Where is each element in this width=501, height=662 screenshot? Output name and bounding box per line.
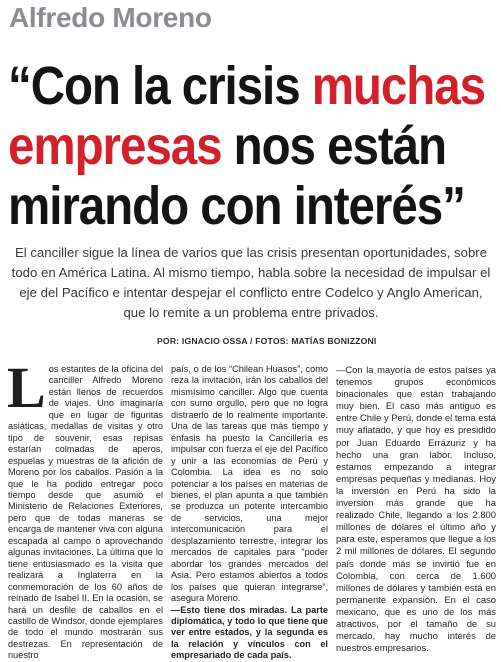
headline-line-2 — [8, 116, 446, 176]
headline-highlight: muchas — [311, 56, 485, 116]
kicker-name: Alfredo Moreno — [9, 2, 212, 33]
body-column-3 — [336, 364, 496, 654]
drop-cap: L — [7, 355, 46, 420]
headline — [8, 56, 485, 236]
body-paragraph: país, o de los “Chilean Huasos”, como reza la invitación, irán los caballos del mismísimo canciller. Algo que cuenta con sumo orgullo, pero que no logra distraerlo de lo realmente importante. Una de las tareas que más tiempo y énfasis ha puesto la Cancillería es impulsar con fuerza el eje del Pacífico y unir a las economías de Perú y Colombia. La idea es no solo potenciar a los países en materias de bienes, el plan apunta a que también se produzca un potente intercambio de servicios, una mejor intercomunicación para el desplazamiento terrestre, integrar los mercados de capitales para “poder abordar los grandes mercados del Asia. Pero estamos abiertos a todos los países que quieran integrarse”, asegura Moreno. — [171, 364, 328, 604]
headline-segment: “Con la crisis — [8, 56, 312, 116]
headline-segment: nos están — [221, 116, 446, 176]
lede-paragraph: El canciller sigue la línea de varios que las crisis presentan oportunidades, sobre todo en América Latina. Al mismo tiempo, habla sobre la necesidad de impulsar el eje del Pacífico e intentar despejar el conflicto entre Codelco y Anglo American, que lo remite a un problema entre privados. — [11, 245, 491, 320]
body-paragraph — [7, 355, 163, 662]
body-column-1 — [7, 355, 163, 662]
headline-line-3: mirando con interés” — [8, 176, 465, 236]
article-body — [7, 355, 497, 661]
interview-question: —Esto tiene dos miradas. La parte diplomática, y todo lo que tiene que ver entre estados, y la segunda es la relación y vínculos con el empresariado de cada país. — [171, 604, 328, 661]
headline-highlight: empresas — [8, 116, 222, 176]
headline-line-1 — [8, 56, 485, 116]
body-text: os estantes de la oficina del canciller Alfredo Moreno están llenos de recuerdos de viajes. Uno imaginaría que en lugar de figuritas asiáticas, medallas de visitas y otro tipo de souvenir, esas repisas estarían colmadas de aperos, espuelas y muestras de la afición de Moreno por los caballos. Pasión a la que le ha podido entregar poco tiempo desde que asumió el Ministerio de Relaciones Exteriores, pero que de todas maneras se encarga de mantener viva con alguna escapada al campo o aprovechando algunas invitaciones. La última que lo tiene entusiasmado es la visita que realizará a Inglaterra en la conmemoración de los 60 años de reinado de Isabel II. En la ocasión, se hará un desfile de caballos en el castillo de Windsor, donde ejemplares de todo el mundo mostrarán sus destrezas. En representación de nuestro — [8, 364, 163, 661]
body-paragraph: —Con la mayoría de estos países ya tenemos grupos económicos binacionales que están trabajando muy bien. El caso más antiguo es entre Chile y Perú, donde el tema está muy afiatado, y que hoy es presidido por Juan Eduardo Errázuriz y ha hecho una gran labor. Incluso, estamos empezando a integrar empresas pequeñas y medianas. Hoy la inversión en Perú ha sido la inversión más grande que ha realizado Chile, llegando a los 2.800 millones de dólares el último año y para este, esperamos que llegue a los 2 mil millones de dólares. El segundo país donde más se invirtió fue en Colombia, con cerca de 1.600 millones de dólares y también está en permanente expansión. En el caso mexicano, que es uno de los más atractivos, por el tamaño de su mercado, hay mucho interés de nuestros empresarios. — [336, 364, 496, 654]
byline: POR: IGNACIO OSSA / FOTOS: MATÍAS BONIZZONI — [157, 336, 377, 346]
body-column-2 — [171, 364, 328, 662]
